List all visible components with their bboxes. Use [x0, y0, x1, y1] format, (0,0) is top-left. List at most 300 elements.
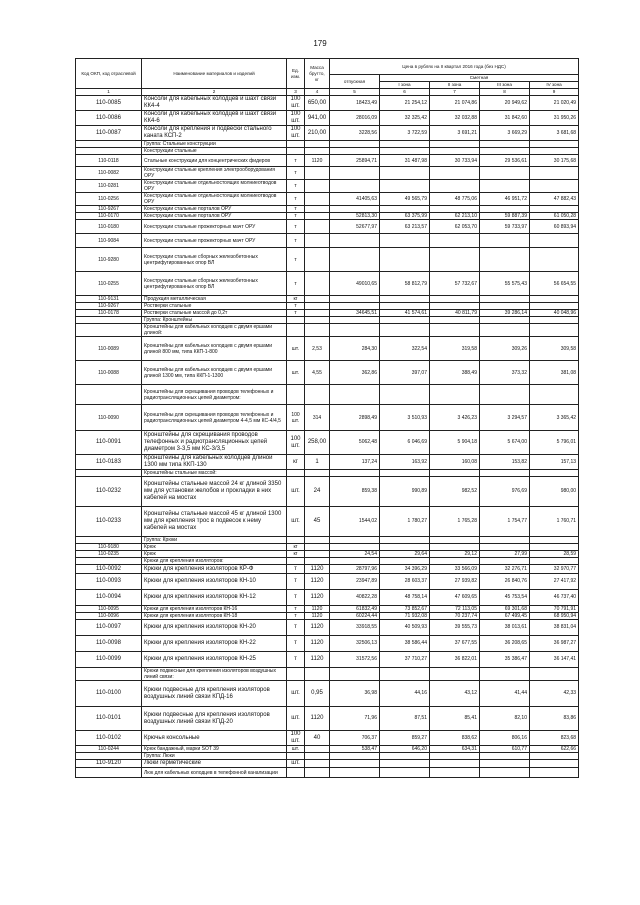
- row-price-release: [330, 148, 380, 155]
- row-price-zone-3: 976,69: [480, 477, 530, 507]
- row-unit: [287, 385, 305, 405]
- row-price-release: 25894,71: [330, 155, 380, 167]
- row-price-zone-1: 1 780,27: [380, 507, 430, 537]
- table-row: [76, 303, 579, 310]
- row-code: 110-0092: [76, 565, 142, 574]
- row-price-release: 32506,13: [330, 636, 380, 652]
- table-row: [76, 193, 579, 206]
- column-number: 5: [330, 89, 380, 96]
- row-price-release: 362,86: [330, 361, 380, 385]
- row-price-zone-3: 46 951,72: [480, 193, 530, 206]
- table-row: [76, 707, 579, 731]
- column-numbers-row: [76, 89, 579, 96]
- row-name: Крюки для крепления изоляторов:: [142, 558, 287, 565]
- row-price-zone-3: 59 887,39: [480, 213, 530, 220]
- row-price-zone-3: 309,26: [480, 337, 530, 361]
- row-price-zone-2: 32 032,88: [430, 111, 480, 126]
- row-mass: 1120: [305, 620, 330, 636]
- row-unit: т: [287, 155, 305, 167]
- header-zone-2: II зона: [430, 82, 480, 89]
- row-unit: т: [287, 636, 305, 652]
- row-code: 110-0085: [76, 96, 142, 111]
- row-price-zone-1: [380, 753, 430, 760]
- column-number: 6: [380, 89, 430, 96]
- table-row: [76, 477, 579, 507]
- row-code: 110-0178: [76, 310, 142, 317]
- row-unit: т: [287, 213, 305, 220]
- row-mass: 1120: [305, 652, 330, 668]
- row-price-zone-4: 823,68: [530, 731, 579, 746]
- row-name: Крюки для крепления изоляторов КН-22: [142, 636, 287, 652]
- row-name: Ростверки стальные массой до 0,2т: [142, 310, 287, 317]
- row-code: 110-0102: [76, 731, 142, 746]
- row-price-zone-2: [430, 558, 480, 565]
- row-price-zone-4: 28,59: [530, 551, 579, 558]
- row-mass: [305, 324, 330, 337]
- row-price-zone-4: 3 365,42: [530, 405, 579, 431]
- row-price-zone-1: [380, 470, 430, 477]
- row-price-zone-3: 41,44: [480, 681, 530, 707]
- row-code: 110-0256: [76, 193, 142, 206]
- row-price-zone-3: [480, 296, 530, 303]
- row-price-zone-2: [430, 760, 480, 768]
- row-mass: [305, 753, 330, 760]
- row-price-zone-3: 82,10: [480, 707, 530, 731]
- row-price-zone-2: [430, 180, 480, 193]
- row-mass: [305, 668, 330, 681]
- row-unit: шт.: [287, 760, 305, 768]
- row-unit: [287, 768, 305, 778]
- row-unit: шт.: [287, 746, 305, 753]
- row-price-zone-4: [530, 206, 579, 213]
- table-row: [76, 551, 579, 558]
- row-price-zone-3: 59 733,97: [480, 220, 530, 234]
- table-row: [76, 668, 579, 681]
- row-name: Крюки для крепления изоляторов КН-18: [142, 613, 287, 620]
- row-mass: [305, 544, 330, 551]
- row-code: 110-0095: [76, 606, 142, 613]
- row-mass: 0,95: [305, 681, 330, 707]
- row-name: Крюк бандажный, марки SOT 39: [142, 746, 287, 753]
- row-price-zone-2: 57 732,67: [430, 272, 480, 296]
- row-mass: 1120: [305, 574, 330, 590]
- row-price-zone-3: [480, 470, 530, 477]
- table-row: [76, 361, 579, 385]
- row-code: [76, 385, 142, 405]
- row-unit: т: [287, 565, 305, 574]
- header-release: отпускная: [330, 75, 380, 89]
- row-price-zone-3: 373,32: [480, 361, 530, 385]
- row-unit: [287, 537, 305, 544]
- row-price-zone-2: [430, 148, 480, 155]
- row-mass: [305, 206, 330, 213]
- row-mass: 4,55: [305, 361, 330, 385]
- header-estimate: Сметная: [380, 75, 579, 82]
- table-row: [76, 317, 579, 324]
- row-mass: 210,00: [305, 126, 330, 141]
- row-name: Кронштейны для скрещивания проводов телефонных и радиотрансляционных цепей диаметром:: [142, 385, 287, 405]
- row-price-zone-3: 26 840,76: [480, 574, 530, 590]
- row-price-zone-3: 38 013,61: [480, 620, 530, 636]
- row-price-zone-2: [430, 768, 480, 778]
- row-price-zone-1: 73 852,67: [380, 606, 430, 613]
- row-price-release: [330, 385, 380, 405]
- row-price-zone-3: 39 286,14: [480, 310, 530, 317]
- table-row: [76, 272, 579, 296]
- row-unit: [287, 558, 305, 565]
- row-price-zone-1: 48 758,14: [380, 590, 430, 606]
- column-number: 9: [530, 89, 579, 96]
- table-row: [76, 681, 579, 707]
- row-price-zone-3: [480, 558, 530, 565]
- row-price-zone-2: [430, 141, 480, 148]
- row-price-release: [330, 324, 380, 337]
- header-code: Код ОКП, код отраслевой: [76, 59, 142, 89]
- row-mass: [305, 180, 330, 193]
- row-price-zone-2: 43,12: [430, 681, 480, 707]
- row-price-zone-3: 36 208,65: [480, 636, 530, 652]
- row-price-release: 61832,49: [330, 606, 380, 613]
- row-mass: 1120: [305, 565, 330, 574]
- row-mass: 1120: [305, 155, 330, 167]
- row-price-zone-4: 30 175,68: [530, 155, 579, 167]
- row-price-zone-2: 21 074,86: [430, 96, 480, 111]
- row-price-release: [330, 470, 380, 477]
- row-code: 110-0087: [76, 126, 142, 141]
- row-price-release: 18423,49: [330, 96, 380, 111]
- row-price-zone-2: [430, 317, 480, 324]
- row-price-release: 71,96: [330, 707, 380, 731]
- row-price-release: [330, 206, 380, 213]
- row-price-zone-2: 27 939,82: [430, 574, 480, 590]
- row-mass: [305, 248, 330, 272]
- row-price-zone-4: [530, 324, 579, 337]
- table-row: [76, 613, 579, 620]
- row-price-zone-2: 62 213,10: [430, 213, 480, 220]
- row-price-zone-4: [530, 296, 579, 303]
- row-price-zone-3: 31 842,60: [480, 111, 530, 126]
- table-row: [76, 111, 579, 126]
- row-price-zone-4: 36 147,41: [530, 652, 579, 668]
- row-price-zone-1: 40 509,93: [380, 620, 430, 636]
- row-price-zone-4: [530, 537, 579, 544]
- row-price-zone-4: [530, 234, 579, 248]
- row-unit: [287, 470, 305, 477]
- row-price-zone-1: [380, 544, 430, 551]
- row-price-zone-3: [480, 303, 530, 310]
- row-price-zone-4: [530, 470, 579, 477]
- row-code: 110-9084: [76, 234, 142, 248]
- row-mass: [305, 760, 330, 768]
- row-unit: шт.: [287, 477, 305, 507]
- row-price-zone-2: [430, 753, 480, 760]
- row-price-zone-3: 32 276,71: [480, 565, 530, 574]
- row-name: Крюки для крепления изоляторов КН-16: [142, 606, 287, 613]
- row-price-zone-4: 5 796,01: [530, 431, 579, 455]
- row-price-zone-1: [380, 324, 430, 337]
- row-price-release: 40822,28: [330, 590, 380, 606]
- row-code: 110-0281: [76, 180, 142, 193]
- row-unit: шт.: [287, 681, 305, 707]
- row-price-zone-4: 60 893,94: [530, 220, 579, 234]
- row-price-zone-4: 83,86: [530, 707, 579, 731]
- row-price-release: 60224,44: [330, 613, 380, 620]
- row-price-zone-2: 48 775,06: [430, 193, 480, 206]
- row-mass: [305, 768, 330, 778]
- row-price-zone-2: [430, 303, 480, 310]
- row-code: 110-0086: [76, 111, 142, 126]
- row-price-zone-1: [380, 296, 430, 303]
- table-body: [76, 96, 579, 778]
- row-price-zone-1: 41 574,61: [380, 310, 430, 317]
- row-name: Крючья консольные: [142, 731, 287, 746]
- row-name: Кронштейны для кабельных колодцев с двумя ершами длиной:: [142, 324, 287, 337]
- row-price-zone-1: 38 586,44: [380, 636, 430, 652]
- row-name: Продукция металлическая: [142, 296, 287, 303]
- row-price-release: 52677,97: [330, 220, 380, 234]
- table-row: [76, 148, 579, 155]
- row-price-zone-2: [430, 167, 480, 180]
- table-row: [76, 558, 579, 565]
- table-row: [76, 167, 579, 180]
- row-name: Крюк: [142, 544, 287, 551]
- row-price-zone-3: [480, 180, 530, 193]
- row-code: 110-0099: [76, 652, 142, 668]
- column-number: 1: [76, 89, 142, 96]
- row-name: Крюки для крепления изоляторов КН-10: [142, 574, 287, 590]
- header-zone-4: IV зона: [530, 82, 579, 89]
- row-name: Группа: Крюки: [142, 537, 287, 544]
- row-price-zone-1: 37 710,27: [380, 652, 430, 668]
- row-unit: [287, 141, 305, 148]
- row-price-release: 284,30: [330, 337, 380, 361]
- row-code: 110-0091: [76, 431, 142, 455]
- row-mass: [305, 234, 330, 248]
- table-row: [76, 155, 579, 167]
- row-name: Консоли для крепления и подвески стального каната КСП-2: [142, 126, 287, 141]
- row-unit: т: [287, 613, 305, 620]
- row-name: Кронштейны стальные массой:: [142, 470, 287, 477]
- row-price-release: [330, 558, 380, 565]
- row-price-zone-3: 5 674,00: [480, 431, 530, 455]
- row-name: Конструкции стальные сборных железобетонных центрифугированных опор ВЛ: [142, 248, 287, 272]
- row-price-zone-3: 610,77: [480, 746, 530, 753]
- row-name: Консоли для кабельных колодцев и шахт связи КК4-6: [142, 111, 287, 126]
- row-code: [76, 317, 142, 324]
- row-price-zone-1: 63 375,99: [380, 213, 430, 220]
- row-code: 110-0082: [76, 167, 142, 180]
- row-price-release: [330, 537, 380, 544]
- row-code: 110-0244: [76, 746, 142, 753]
- row-price-release: 36,98: [330, 681, 380, 707]
- row-name: Крюки для крепления изоляторов КН-20: [142, 620, 287, 636]
- row-price-zone-2: 85,41: [430, 707, 480, 731]
- row-price-zone-3: 35 386,47: [480, 652, 530, 668]
- row-mass: 1120: [305, 613, 330, 620]
- row-price-zone-2: [430, 385, 480, 405]
- row-price-zone-4: [530, 385, 579, 405]
- row-price-zone-2: 72 113,05: [430, 606, 480, 613]
- row-price-release: 31572,56: [330, 652, 380, 668]
- row-name: Конструкции стальные порталов ОРУ: [142, 206, 287, 213]
- row-price-zone-2: [430, 324, 480, 337]
- row-unit: т: [287, 248, 305, 272]
- row-name: Крюки для крепления изоляторов КН-25: [142, 652, 287, 668]
- row-mass: [305, 220, 330, 234]
- row-mass: [305, 310, 330, 317]
- row-price-zone-1: [380, 317, 430, 324]
- price-table: [75, 58, 579, 778]
- row-price-zone-1: 31 487,98: [380, 155, 430, 167]
- row-unit: [287, 753, 305, 760]
- row-price-zone-1: 63 213,57: [380, 220, 430, 234]
- row-price-zone-3: [480, 148, 530, 155]
- row-name: Консоли для кабельных колодцев и шахт связи КК4-4: [142, 96, 287, 111]
- row-mass: 1120: [305, 590, 330, 606]
- row-name: Крюки для крепления изоляторов КН-12: [142, 590, 287, 606]
- row-price-zone-1: 859,27: [380, 731, 430, 746]
- row-price-zone-3: 67 499,45: [480, 613, 530, 620]
- row-price-zone-4: [530, 180, 579, 193]
- row-code: 110-0094: [76, 590, 142, 606]
- row-mass: [305, 167, 330, 180]
- row-price-zone-3: [480, 668, 530, 681]
- row-price-zone-1: 21 254,12: [380, 96, 430, 111]
- table-row: [76, 310, 579, 317]
- row-mass: 941,00: [305, 111, 330, 126]
- row-code: 110-0088: [76, 361, 142, 385]
- row-price-zone-1: 3 510,93: [380, 405, 430, 431]
- row-price-zone-3: [480, 248, 530, 272]
- row-name: Конструкции стальные прожекторных мачт ОРУ: [142, 220, 287, 234]
- row-price-zone-4: 70 791,91: [530, 606, 579, 613]
- row-unit: кг: [287, 544, 305, 551]
- header-zone-3: III зона: [480, 82, 530, 89]
- row-mass: [305, 746, 330, 753]
- row-price-zone-2: 388,49: [430, 361, 480, 385]
- row-price-zone-1: [380, 537, 430, 544]
- row-mass: 24: [305, 477, 330, 507]
- row-price-release: 28797,96: [330, 565, 380, 574]
- row-price-release: [330, 141, 380, 148]
- row-price-zone-3: 153,82: [480, 455, 530, 470]
- table-row: [76, 220, 579, 234]
- row-price-zone-2: [430, 296, 480, 303]
- row-price-zone-3: 20 949,62: [480, 96, 530, 111]
- table-row: [76, 206, 579, 213]
- table-row: [76, 760, 579, 768]
- row-price-release: 137,24: [330, 455, 380, 470]
- row-price-zone-1: [380, 206, 430, 213]
- row-name: Конструкции стальные крепления электрооборудования ОРУ: [142, 167, 287, 180]
- row-price-zone-3: [480, 141, 530, 148]
- row-price-zone-2: 319,58: [430, 337, 480, 361]
- row-mass: 1120: [305, 707, 330, 731]
- row-unit: [287, 148, 305, 155]
- row-price-zone-2: [430, 544, 480, 551]
- row-name: Группа: Кронштейны: [142, 317, 287, 324]
- row-mass: [305, 385, 330, 405]
- row-mass: [305, 148, 330, 155]
- row-price-zone-2: 982,52: [430, 477, 480, 507]
- row-price-zone-4: 27 417,92: [530, 574, 579, 590]
- row-name: Ростверки стальные: [142, 303, 287, 310]
- row-unit: т: [287, 310, 305, 317]
- row-price-zone-2: 40 811,79: [430, 310, 480, 317]
- row-unit: т: [287, 220, 305, 234]
- row-price-release: 52813,30: [330, 213, 380, 220]
- row-price-zone-3: [480, 206, 530, 213]
- row-mass: [305, 558, 330, 565]
- row-price-zone-2: 33 566,09: [430, 565, 480, 574]
- row-price-zone-4: [530, 668, 579, 681]
- row-price-zone-2: [430, 470, 480, 477]
- row-price-release: 49010,65: [330, 272, 380, 296]
- row-price-zone-3: [480, 760, 530, 768]
- row-price-zone-2: 5 904,18: [430, 431, 480, 455]
- row-price-zone-4: 309,58: [530, 337, 579, 361]
- row-price-zone-4: [530, 760, 579, 768]
- row-name: Кронштейны для кабельных колодцев с двумя ершами длиной 800 мм, типа ККП-1-800: [142, 337, 287, 361]
- row-name: Группа: Люки: [142, 753, 287, 760]
- row-price-zone-3: [480, 317, 530, 324]
- row-unit: 100 шт.: [287, 96, 305, 111]
- table-row: [76, 337, 579, 361]
- row-mass: [305, 303, 330, 310]
- row-price-zone-1: 646,20: [380, 746, 430, 753]
- row-price-zone-4: 980,00: [530, 477, 579, 507]
- table-row: [76, 126, 579, 141]
- row-price-zone-2: 39 555,73: [430, 620, 480, 636]
- table-row: [76, 213, 579, 220]
- row-price-zone-3: 69 301,68: [480, 606, 530, 613]
- row-price-release: [330, 234, 380, 248]
- row-mass: 314: [305, 405, 330, 431]
- row-price-zone-1: [380, 760, 430, 768]
- row-price-zone-1: 28 603,37: [380, 574, 430, 590]
- row-mass: [305, 141, 330, 148]
- row-price-zone-2: 29,12: [430, 551, 480, 558]
- row-mass: [305, 551, 330, 558]
- row-mass: 1120: [305, 606, 330, 613]
- row-price-zone-4: 38 831,04: [530, 620, 579, 636]
- table-header: [76, 59, 579, 96]
- row-name: Люки герметические: [142, 760, 287, 768]
- row-price-zone-4: 157,13: [530, 455, 579, 470]
- row-code: 110-0089: [76, 337, 142, 361]
- row-price-zone-1: 163,92: [380, 455, 430, 470]
- row-name: Крюки для крепления изоляторов КР-Ф: [142, 565, 287, 574]
- row-price-zone-2: 1 765,28: [430, 507, 480, 537]
- row-price-zone-1: 29,64: [380, 551, 430, 558]
- row-unit: т: [287, 180, 305, 193]
- row-price-zone-2: 3 426,23: [430, 405, 480, 431]
- column-number: 3: [287, 89, 305, 96]
- row-code: [76, 768, 142, 778]
- row-mass: [305, 213, 330, 220]
- row-price-zone-1: [380, 385, 430, 405]
- row-price-zone-1: [380, 303, 430, 310]
- row-unit: т: [287, 574, 305, 590]
- row-price-zone-2: 62 053,70: [430, 220, 480, 234]
- row-code: [76, 141, 142, 148]
- row-mass: 1120: [305, 636, 330, 652]
- row-code: [76, 668, 142, 681]
- row-price-zone-1: [380, 768, 430, 778]
- row-price-release: 3228,56: [330, 126, 380, 141]
- row-price-zone-3: [480, 544, 530, 551]
- row-unit: т: [287, 606, 305, 613]
